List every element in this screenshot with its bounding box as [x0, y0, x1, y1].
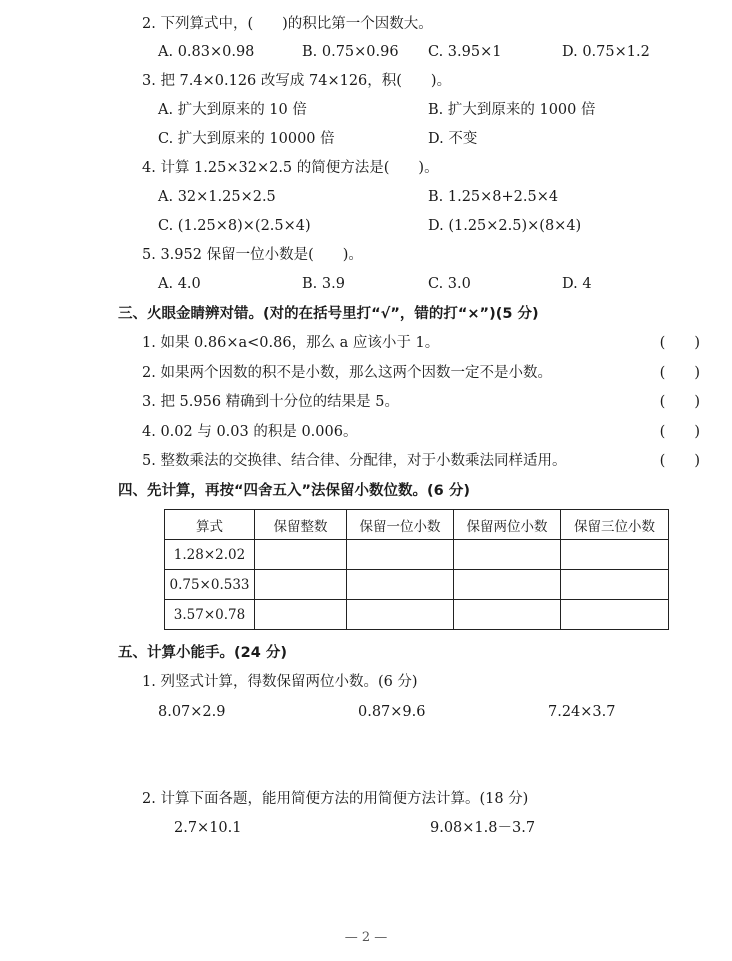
answer-cell[interactable] — [255, 600, 347, 630]
answer-cell[interactable] — [561, 570, 669, 600]
header-two-decimals: 保留两位小数 — [454, 510, 561, 540]
answer-paren[interactable]: ( ) — [659, 394, 700, 410]
expression-cell: 0.75×0.533 — [165, 570, 255, 600]
s5-q2-stem: 2. 计算下面各题，能用简便方法的用简便方法计算。(18 分) — [142, 791, 529, 807]
q5-option-b[interactable]: B. 3.9 — [302, 276, 345, 292]
judge-item-text: 3. 把 5.956 精确到十分位的结果是 5。 — [142, 394, 400, 410]
q4-option-c[interactable]: C. (1.25×8)×(2.5×4) — [158, 218, 311, 234]
simplify-problem-1: 2.7×10.1 — [174, 820, 242, 836]
q5-option-d[interactable]: D. 4 — [562, 276, 592, 292]
header-one-decimal: 保留一位小数 — [347, 510, 454, 540]
answer-cell[interactable] — [454, 540, 561, 570]
q3-option-c[interactable]: C. 扩大到原来的 10000 倍 — [158, 131, 335, 147]
header-integer: 保留整数 — [255, 510, 347, 540]
judge-item-text: 5. 整数乘法的交换律、结合律、分配律，对于小数乘法同样适用。 — [142, 453, 567, 469]
judge-item — [142, 363, 716, 383]
rounding-table — [164, 509, 669, 630]
q5-option-a[interactable]: A. 4.0 — [158, 276, 201, 292]
table-row — [165, 540, 669, 570]
vertical-calc-problem-3: 7.24×3.7 — [548, 704, 616, 720]
judge-item — [142, 392, 716, 412]
answer-cell[interactable] — [347, 540, 454, 570]
q3-option-a[interactable]: A. 扩大到原来的 10 倍 — [158, 102, 307, 118]
answer-paren[interactable]: ( ) — [659, 424, 700, 440]
answer-cell[interactable] — [255, 540, 347, 570]
header-three-decimals: 保留三位小数 — [561, 510, 669, 540]
q4-option-b[interactable]: B. 1.25×8+2.5×4 — [428, 189, 559, 205]
answer-cell[interactable] — [347, 600, 454, 630]
q2-option-d[interactable]: D. 0.75×1.2 — [562, 44, 650, 60]
answer-cell[interactable] — [255, 570, 347, 600]
answer-paren[interactable]: ( ) — [659, 365, 700, 381]
q4-option-a[interactable]: A. 32×1.25×2.5 — [158, 189, 276, 205]
answer-cell[interactable] — [454, 570, 561, 600]
q4-stem: 4. 计算 1.25×32×2.5 的简便方法是( )。 — [142, 160, 439, 176]
section-5-heading: 五、计算小能手。(24 分) — [118, 645, 287, 661]
header-expression: 算式 — [165, 510, 255, 540]
page-number: — 2 — — [344, 930, 388, 945]
judge-item — [142, 422, 716, 442]
q5-option-c[interactable]: C. 3.0 — [428, 276, 471, 292]
q2-option-a[interactable]: A. 0.83×0.98 — [158, 44, 255, 60]
answer-cell[interactable] — [561, 540, 669, 570]
judge-item-text: 1. 如果 0.86×a<0.86，那么 a 应该小于 1。 — [142, 335, 440, 351]
answer-paren[interactable]: ( ) — [659, 453, 700, 469]
s5-q1-stem: 1. 列竖式计算，得数保留两位小数。(6 分) — [142, 674, 418, 690]
judge-item-text: 4. 0.02 与 0.03 的积是 0.006。 — [142, 424, 358, 440]
q4-option-d[interactable]: D. (1.25×2.5)×(8×4) — [428, 218, 582, 234]
table-header-row — [165, 510, 669, 540]
q5-stem: 5. 3.952 保留一位小数是( )。 — [142, 247, 363, 263]
judge-item — [142, 333, 716, 353]
q2-option-b[interactable]: B. 0.75×0.96 — [302, 44, 399, 60]
q3-option-d[interactable]: D. 不变 — [428, 131, 478, 147]
expression-cell: 3.57×0.78 — [165, 600, 255, 630]
answer-cell[interactable] — [347, 570, 454, 600]
section-4-heading: 四、先计算，再按“四舍五入”法保留小数位数。(6 分) — [118, 483, 470, 499]
expression-cell: 1.28×2.02 — [165, 540, 255, 570]
q3-stem: 3. 把 7.4×0.126 改写成 74×126，积( )。 — [142, 73, 452, 89]
vertical-calc-problem-1: 8.07×2.9 — [158, 704, 226, 720]
simplify-problem-2: 9.08×1.8－3.7 — [430, 820, 536, 836]
answer-paren[interactable]: ( ) — [659, 335, 700, 351]
answer-cell[interactable] — [561, 600, 669, 630]
judge-item — [142, 451, 716, 471]
judge-item-text: 2. 如果两个因数的积不是小数，那么这两个因数一定不是小数。 — [142, 365, 552, 381]
section-3-heading: 三、火眼金睛辨对错。(对的在括号里打“√”，错的打“×”)(5 分) — [118, 306, 539, 322]
table-row — [165, 600, 669, 630]
q2-option-c[interactable]: C. 3.95×1 — [428, 44, 502, 60]
vertical-calc-problem-2: 0.87×9.6 — [358, 704, 426, 720]
q2-stem: 2. 下列算式中，( )的积比第一个因数大。 — [142, 16, 433, 32]
q3-option-b[interactable]: B. 扩大到原来的 1000 倍 — [428, 102, 596, 118]
answer-cell[interactable] — [454, 600, 561, 630]
table-row — [165, 570, 669, 600]
